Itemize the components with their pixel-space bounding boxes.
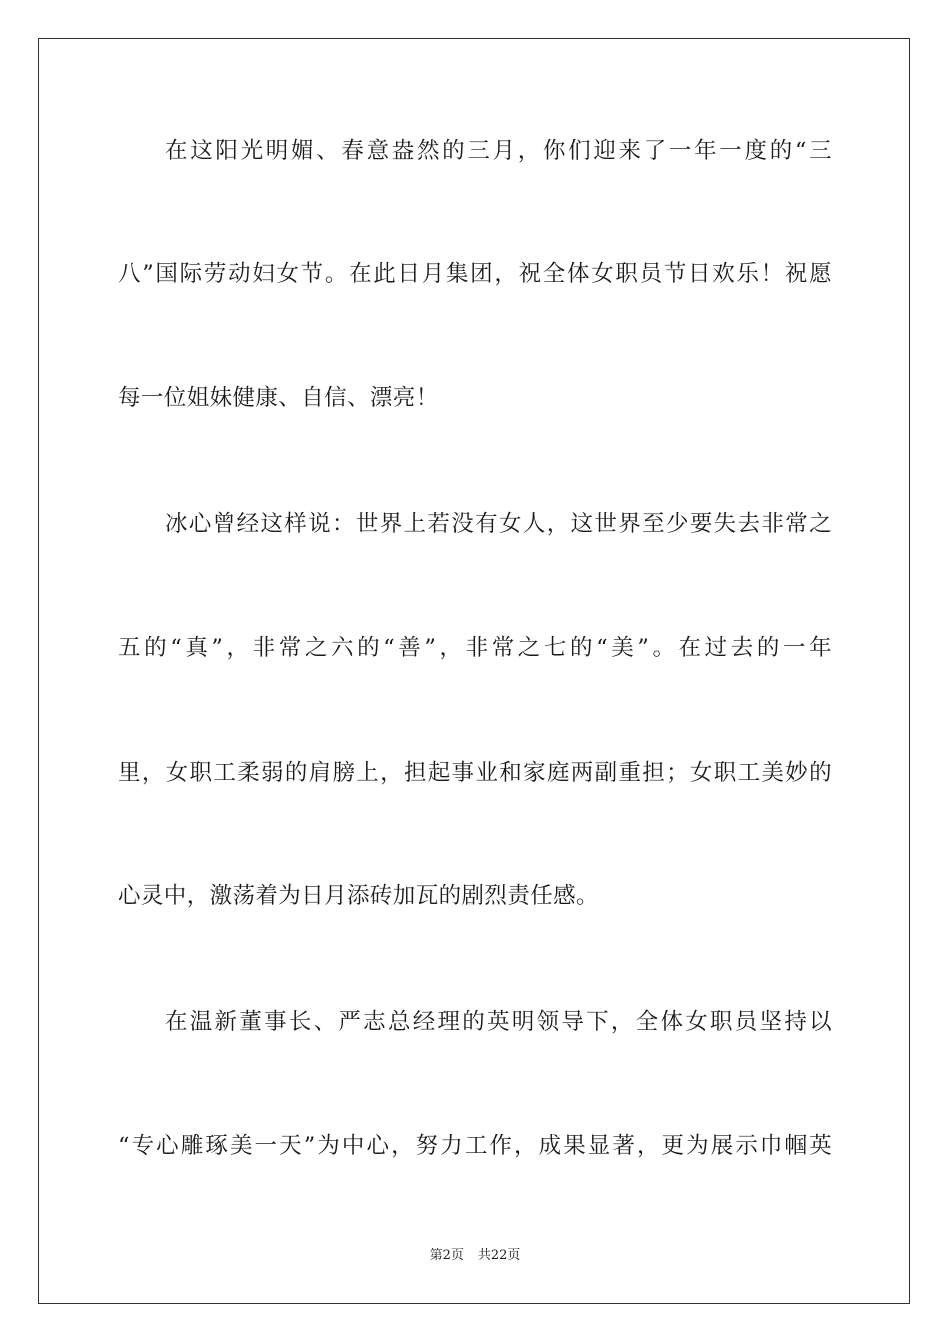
paragraph-1-line-2: 八”国际劳动妇女节。在此日月集团，祝全体女职员节日欢乐！祝愿 [118, 261, 832, 287]
paragraph-2-line-1: 冰心曾经这样说：世界上若没有女人，这世界至少要失去非常之 [165, 511, 832, 537]
paragraph-3-line-2: “专心雕琢美一天”为中心，努力工作，成果显著，更为展示巾帼英 [118, 1133, 832, 1159]
page-total: 共22页 [477, 1248, 521, 1263]
page-frame [38, 38, 910, 1304]
paragraph-2-line-2: 五的“真”，非常之六的“善”，非常之七的“美”。在过去的一年 [118, 635, 832, 661]
paragraph-3-line-1: 在温新董事长、严志总经理的英明领导下，全体女职员坚持以 [165, 1009, 832, 1035]
paragraph-2-line-4: 心灵中，激荡着为日月添砖加瓦的剧烈责任感。 [118, 883, 599, 909]
page-number: 第2页 [429, 1248, 464, 1263]
paragraph-1-line-1: 在这阳光明媚、春意盎然的三月，你们迎来了一年一度的“三 [165, 138, 832, 164]
page-footer [0, 1246, 950, 1266]
paragraph-2-line-3: 里，女职工柔弱的肩膀上，担起事业和家庭两副重担；女职工美妙的 [118, 760, 832, 786]
paragraph-1-line-3: 每一位姐妹健康、自信、漂亮！ [118, 385, 439, 411]
